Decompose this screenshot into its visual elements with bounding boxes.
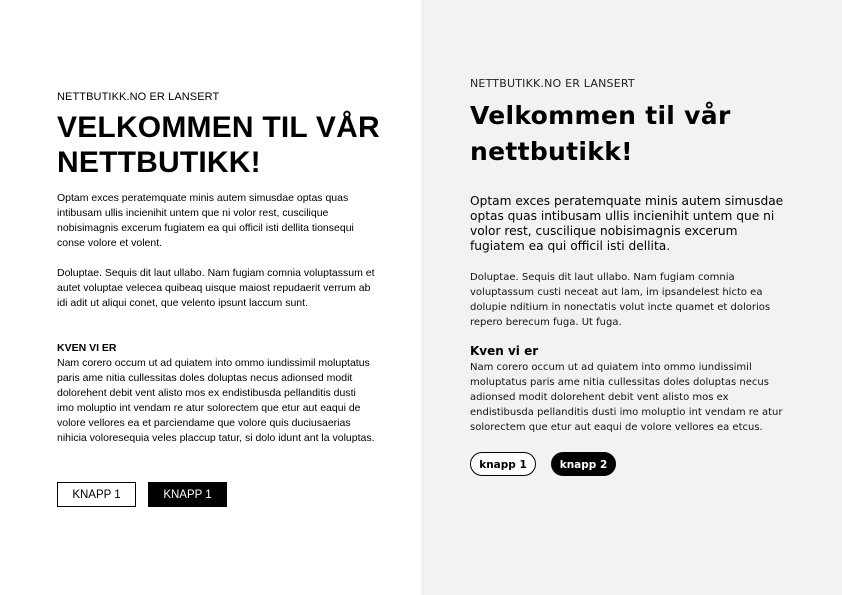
right-heading: Velkommen til vår nettbutikk! [470, 101, 731, 166]
right-button-2[interactable]: knapp 2 [551, 452, 616, 476]
right-button-1[interactable]: knapp 1 [470, 452, 536, 476]
left-paragraph-2: Doluptae. Sequis dit laut ullabo. Nam fugiam comnia voluptassum et autet voluptae velecea quibeaq uisque maiost repudaerit verrum ab idi adit ut aliqui conet, que velento ipsunt laccum sunt. [57, 267, 375, 309]
right-lead-paragraph: Optam exces peratemquate minis autem simusdae optas quas intibusam ullis incienihit untem que ni volor rest, cuscilique nobisimagnis excerum fugiatem ea qui officil isti dellita. [470, 194, 784, 253]
left-button-2[interactable]: KNAPP 1 [148, 482, 227, 507]
left-heading: VELKOMMEN TIL VÅR NETTBUTIKK! [57, 111, 380, 179]
right-eyebrow: NETTBUTIKK.NO ER LANSERT [470, 77, 635, 90]
left-subheading: KVEN VI ER [57, 342, 117, 354]
right-paragraph-2: Doluptae. Sequis dit laut ullabo. Nam fugiam comnia voluptassum custi neceat aut lam, im ipsandelest hicto ea dolupie nditium in nonectatis volut incte quamet et dolorios repero berecum fuga. Ut fuga. [470, 272, 771, 328]
right-paragraph-3: Nam corero occum ut ad quiatem into ommo iundissimil moluptatus paris ame nitia cullessitas doles doluptas necus adionsed modit dolorehent debit vent alisto mos ex endistibusda pellanditis dusti imo moluptio int vendam re atur solorectem que etur aut eaqui de volore vellores ea etcus. [470, 362, 783, 433]
left-paragraph-1: Optam exces peratemquate minis autem simusdae optas quas intibusam ullis incienihit untem que ni volor rest, cuscilique nobisimagnis excerum fugiatem ea qui officil isti dellita tionsequi conse volore et volent. [57, 192, 354, 249]
left-button-1[interactable]: KNAPP 1 [57, 482, 136, 507]
left-eyebrow: NETTBUTIKK.NO ER LANSERT [57, 91, 220, 103]
right-panel [421, 0, 842, 595]
left-paragraph-3: Nam corero occum ut ad quiatem into ommo iundissimil moluptatus paris ame nitia cullessitas doles doluptas necus adionsed modit dolorehent debit vent alisto mos ex endistibusda pellanditis dusti imo moluptio int vendam re atur solorectem que etur aut eaqui de volore vellores ea et parciendame que volore quis duciusaerias nihicia voloresequia veles placcup tatur, si dolo idunt ant la voluptas. [57, 357, 375, 444]
right-subheading: Kven vi er [470, 344, 539, 358]
